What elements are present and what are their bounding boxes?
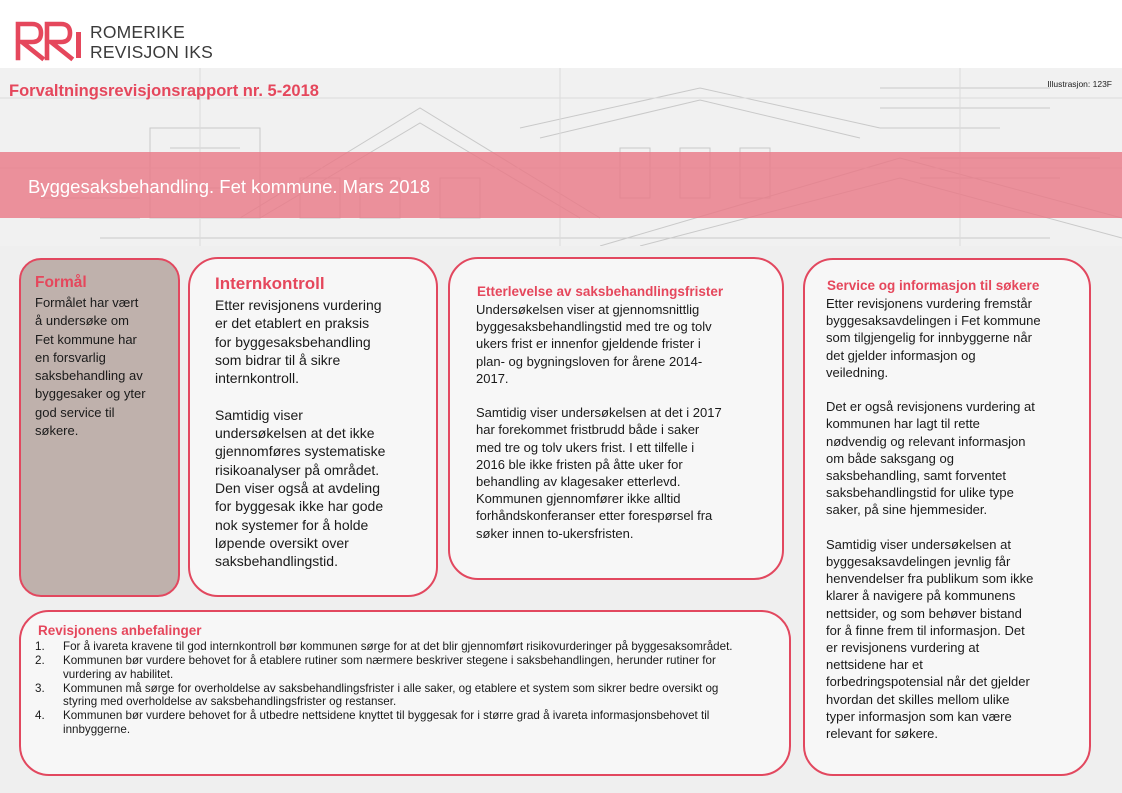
report-number: Forvaltningsrevisjonsrapport nr. 5-2018 — [9, 82, 319, 100]
list-item-text: Kommunen må sørge for overholdelse av saksbehandlingsfrister i alle saker, og etablere et system som sikrer bedre oversikt og styring med overholdelse av saksbehandlingsfrister og restanser. — [63, 681, 719, 709]
internkontroll-card — [188, 257, 438, 597]
list-item — [33, 682, 753, 709]
list-item — [33, 640, 753, 654]
anbefalinger-card — [19, 610, 791, 776]
service-card — [803, 258, 1091, 776]
list-item-text: Kommunen bør vurdere behovet for å utbedre nettsidene knyttet til byggesak for i større grad å ivareta informasjonsbehovet til innbyggerne. — [63, 709, 710, 737]
logo-line-1: ROMERIKE — [90, 22, 185, 42]
etterlevelse-card — [448, 257, 784, 580]
logo-text — [90, 22, 213, 62]
formal-card — [19, 258, 180, 597]
list-item-number: 1. — [35, 640, 45, 653]
anbefalinger-list — [33, 640, 753, 737]
list-item — [33, 654, 753, 681]
etterlevelse-heading: Etterlevelse av saksbehandlingsfrister — [477, 284, 724, 299]
internkontroll-heading: Internkontroll — [215, 274, 325, 293]
formal-heading: Formål — [35, 274, 87, 291]
list-item-text: Kommunen bør vurdere behovet for å etablere rutiner som nærmere beskriver stegene i saksbehandlingen, herunder rutiner for vurdering av habilitet. — [63, 654, 716, 681]
etterlevelse-text: Undersøkelsen viser at gjennomsnittlig byggesaksbehandlingstid med tre og tolv ukers frist er innenfor gjeldende frister i plan- og bygningsloven for årene 2014- 2017. Samtidig viser undersøkelsen at det i 2017 har forekommet fristbrudd både i saker med tre og tolv ukers frist. I ett tilfelle i 2016 ble ikke fristen på åtte uker for behandling av klagesaker etterlevd. Kommunen gjennomfører ikke alltid forhåndskonferanser etter forespørsel fra søker innen to-ukersfristen. — [476, 302, 722, 541]
list-item-number: 4. — [35, 709, 45, 723]
list-item-number: 2. — [35, 654, 45, 668]
report-title: Byggesaksbehandling. Fet kommune. Mars 2018 — [28, 176, 431, 197]
list-item — [33, 709, 753, 736]
list-item-number: 3. — [35, 681, 45, 695]
service-text: Etter revisjonens vurdering fremstår byggesaksavdelingen i Fet kommune som tilgjengelig for innbyggerne når det gjelder informasjon og veiledning. Det er også revisjonens vurdering at kommunen har lagt til rette nødvendig og relevant informasjon om både saksgang og saksbehandling, samt forventet saksbehandlingstid for ulike type saker, på sine hjemmesider. Samtidig viser undersøkelsen at byggesaksavdelingen jevnlig får henvendelser fra publikum som ikke klarer å navigere på kommunens nettsider, og som behøver bistand for å finne frem til informasjon. Det er revisjonens vurdering at nettsidene har et forbedringspotensial når det gjelder hvordan det skilles mellom ulike typer informasjon som kan være relevant for søkere. — [826, 296, 1041, 742]
list-item-text: For å ivareta kravene til god internkontroll bør kommunen sørge for at det blir gjennomført risikovurderinger på byggesaksområdet. — [63, 640, 733, 653]
internkontroll-text: Etter revisjonens vurdering er det etablert en praksis for byggesaksbehandling som bidrar til å sikre internkontroll. Samtidig viser undersøkelsen at det ikke gjennomføres systematiske risikoanalyser på området. Den viser også at avdeling for byggesak ikke har gode nok systemer for å holde løpende oversikt over saksbehandlingstid. — [215, 297, 386, 570]
anbefalinger-heading: Revisjonens anbefalinger — [38, 623, 202, 638]
service-heading: Service og informasjon til søkere — [827, 278, 1040, 293]
logo-line-2: REVISJON IKS — [90, 42, 213, 62]
illustration-credit: Illustrasjon: 123F — [1047, 79, 1112, 89]
formal-text: Formålet har vært å undersøke om Fet kommune har en forsvarlig saksbehandling av byggesaker og yter god service til søkere. — [35, 295, 146, 439]
